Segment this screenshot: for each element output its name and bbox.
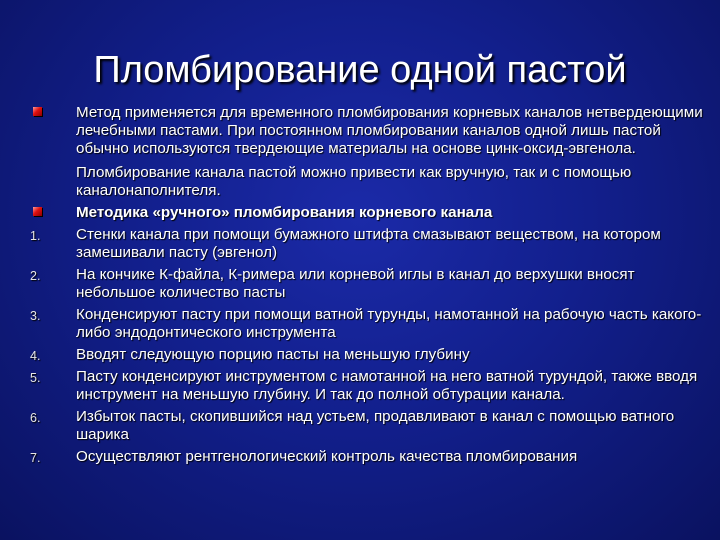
step-text: Пасту конденсируют инструментом с намотанной на него ватной турундой, также вводя инструмент на меньшую глубину. И так до полной обтурации канала. bbox=[76, 368, 698, 403]
bullet-item-intro bbox=[30, 104, 706, 158]
step-number: 1. bbox=[30, 229, 41, 243]
step-item bbox=[30, 226, 706, 262]
bullet-item-method bbox=[30, 204, 706, 222]
square-bullet-icon bbox=[33, 107, 42, 116]
method-heading: Методика «ручного» пломбирования корневого канала bbox=[76, 204, 493, 221]
step-item bbox=[30, 346, 706, 364]
step-number: 6. bbox=[30, 411, 41, 425]
step-number: 4. bbox=[30, 349, 41, 363]
step-text: Осуществляют рентгенологический контроль качества пломбирования bbox=[76, 448, 578, 465]
step-item bbox=[30, 306, 706, 342]
square-bullet-icon bbox=[33, 207, 42, 216]
step-text: Вводят следующую порцию пасты на меньшую глубину bbox=[76, 346, 470, 363]
step-item bbox=[30, 448, 706, 466]
step-item bbox=[30, 408, 706, 444]
step-number: 2. bbox=[30, 269, 41, 283]
intro-continuation bbox=[30, 164, 706, 200]
step-item bbox=[30, 368, 706, 404]
step-number: 7. bbox=[30, 451, 41, 465]
intro-paragraph-1: Метод применяется для временного пломбирования корневых каналов нетвердеющими лечебными пастами. При постоянном пломбировании каналов одной лишь пастой обычно используются твердеющие материалы на основе цинк-оксид-эвгенола. bbox=[76, 104, 703, 157]
step-text: На кончике К-файла, К-римера или корневой иглы в канал до верхушки вносят небольшое количество пасты bbox=[76, 266, 635, 301]
step-number: 5. bbox=[30, 371, 41, 385]
slide-title: Пломбирование одной пастой bbox=[93, 49, 627, 91]
step-number: 3. bbox=[30, 309, 41, 323]
slide-body bbox=[30, 104, 706, 470]
intro-paragraph-2: Пломбирование канала пастой можно привести как вручную, так и с помощью каналонаполнителя. bbox=[76, 164, 632, 199]
step-text: Стенки канала при помощи бумажного штифта смазывают веществом, на котором замешивали пасту (эвгенол) bbox=[76, 226, 661, 261]
step-text: Избыток пасты, скопившийся над устьем, продавливают в канал с помощью ватного шарика bbox=[76, 408, 675, 443]
step-text: Конденсируют пасту при помощи ватной турунды, намотанной на рабочую часть какого-либо эндодонтического инструмента bbox=[76, 306, 702, 341]
step-item bbox=[30, 266, 706, 302]
